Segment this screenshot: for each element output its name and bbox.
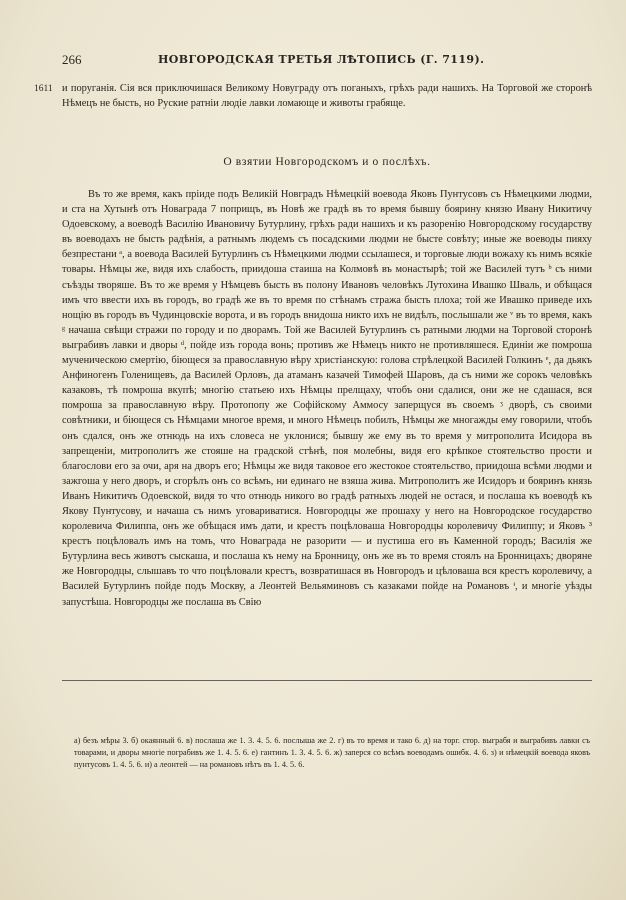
page-number: 266 (62, 52, 82, 67)
margin-year: 1611 (34, 84, 53, 94)
intro-text: и поруганія. Сія вся приключишася Великому Новуграду отъ поганыхъ, грѣхъ ради нашихъ. На Торговой же сторонѣ Нѣмецъ не бысть, но Руские ратніи людіе лавки ломающе и животы грабяще. (62, 83, 592, 110)
footnote-text: а) безъ мѣры 3. б) окаянный 6. в) послаша же 1. 3. 4. 5. 6. послыша же 2. г) въ то время и тако 6. д) на торг. стор. выграбя и выграбивъ лавки съ товарами, и дворы многіе пограбивъ же 1. 4. 5. 6. е) гантинъ 1. 3. 4. 5. 6. ж) заперся со всѣмъ воеводамъ ошибк. 4. 6. з) и нѣмецкій воевода яковъ пунтусовъ 1. 4. 5. 6. и) а леонтей — на романовъ нѣтъ въ 1. 4. 5. 6. (74, 736, 590, 770)
footnote-divider (62, 680, 592, 681)
page-header (62, 52, 582, 70)
body-paragraph: Въ то же время, какъ пріиде подъ Великій Новградъ Нѣмецкій воевода Яковъ Пунтусовъ съ Нѣмецкими людми, и ста на Хутынѣ отъ Новаграда 7 поприщъ, въ Новѣ же градѣ въ то время бывшу боярину князю Ивану Никитичу Одоевскому, а воеводѣ Василію Ивановичу Бутурлину, грѣхъ ради нашихъ и къ разоренію Новгородскому государству въ воеводахъ не бысть радѣнія, а ратнымъ людемъ съ посадскими людми не бысте совѣту; иные же воеводы пияху безпрестани ᵃ, а воевода Василей Бутурлинъ съ Нѣмецкими людми ссылашеся, и торговые люди вожаху къ нимъ всякіе товары. Нѣмцы же, видя ихъ слабость, приидоша стаиша на Колмовѣ въ монастырѣ; той же Василей тутъ ᵇ съ ними съѣзды творяше. Въ то же время у Нѣмцевъ бысть въ полону Ивановъ человѣкъ Лутохина Ивашко Шваль, и обѣщася имъ что ввести ихъ въ городъ, во градѣ же въ то время по стѣнамъ стража бысть плоха; той же Ивашко приведе ихъ нощію въ городъ въ Чудинцовскіе ворота, и въ городъ внидоша никто ихъ не видѣлъ, послышали же ᵛ въ то время, какъ ᵍ начаша свѣщи стражи по городу и по дворамъ. Той же Василей Бутурлинъ съ ратными людми на Торговой сторонѣ выграбивъ лавки и дворы ᵈ, пойде изъ города вонь; противъ же Нѣмецъ никто не противляшеся. Единіи же помроша мученическою смертію, біющеся за православную вѣру христіанскую: голова стрѣлецкой Василей Голкинъ ᵉ, да дьякъ Анфиногенъ Голенищевъ, да Василей Орловъ, да атаманъ казачей Тимофей Шаровъ, да съ ними же сорокъ человѣкъ казаковъ, тѣ помроша вкупѣ; многію статьею ихъ Нѣмцы прелщаху, чтобъ они сдалися, они же не сдашася, вся помроша за православную вѣру. Протопопу же Софійскому Аммосу заперщуся въ своемъ ᶾ дворѣ, съ своими совѣтники, и біющеся съ Нѣмцами многое время, и много Нѣмецъ побилъ, Нѣмцы же многажды ему говорили, чтобъ онъ сдался, онъ же отнюдь на ихъ словеса не уклонися; бывшу же ему въ то время у митрополита Исидора въ запрещеніи, митрополитъ же стояше на градской стѣнѣ, поя молебны, видя его крѣпкое стоятельство прости и благослови его за очи, аря на дворъ его; Нѣмцы же видя таковое его жестокое стоятельство, приидоша всѣми людми и зажгоша у него дворъ, и сгорѣлъ онъ со всѣмъ, ни единаго не взяша жива. Митрополитъ же Исидоръ и бояринъ князь Иванъ Никитичъ Одоевской, видя то что отнюдь никого во градѣ ратныхъ людей не остася, и послаша къ воеводѣ къ Якову Пунтусову, и начаша съ нимъ уговариватися. Новгородцы же прошаху у него на Новгородское государство королевича Филиппа, онъ же обѣщася имъ дати, и крестъ поцѣловаша Новгородцы королевичу Филиппу; и Яковъ ³ крестъ поцѣловалъ имъ на томъ, что Новаграда не разорити — и пустиша его въ Каменной городъ; Василія же Бутурлина весь животъ сыскаша, и послаша къ нему на Бронницу, онъ же въ то время стоялъ на Бронницахъ; дворяне же Новгородцы, слышавъ то что поцѣловали крестъ, возвратишася въ Новгородъ и цѣловаша вся крестъ королевичу, а Василей Бутурлинъ пойде подъ Москву, а Леонтей Вельяминовъ съ казаками пойде на Романовъ ᶤ, и многіе уѣзды запустѣша. Новгородцы же послаша въ Свію (62, 189, 592, 608)
running-title: НОВГОРОДСКАЯ ТРЕТЬЯ ЛѢТОПИСЬ (Г. 7119). (158, 53, 485, 66)
section-title: О взятии Новгородскомъ и о послѣхъ. (223, 156, 431, 168)
intro-paragraph (62, 81, 592, 111)
main-text (62, 187, 592, 610)
footnotes (74, 735, 590, 772)
